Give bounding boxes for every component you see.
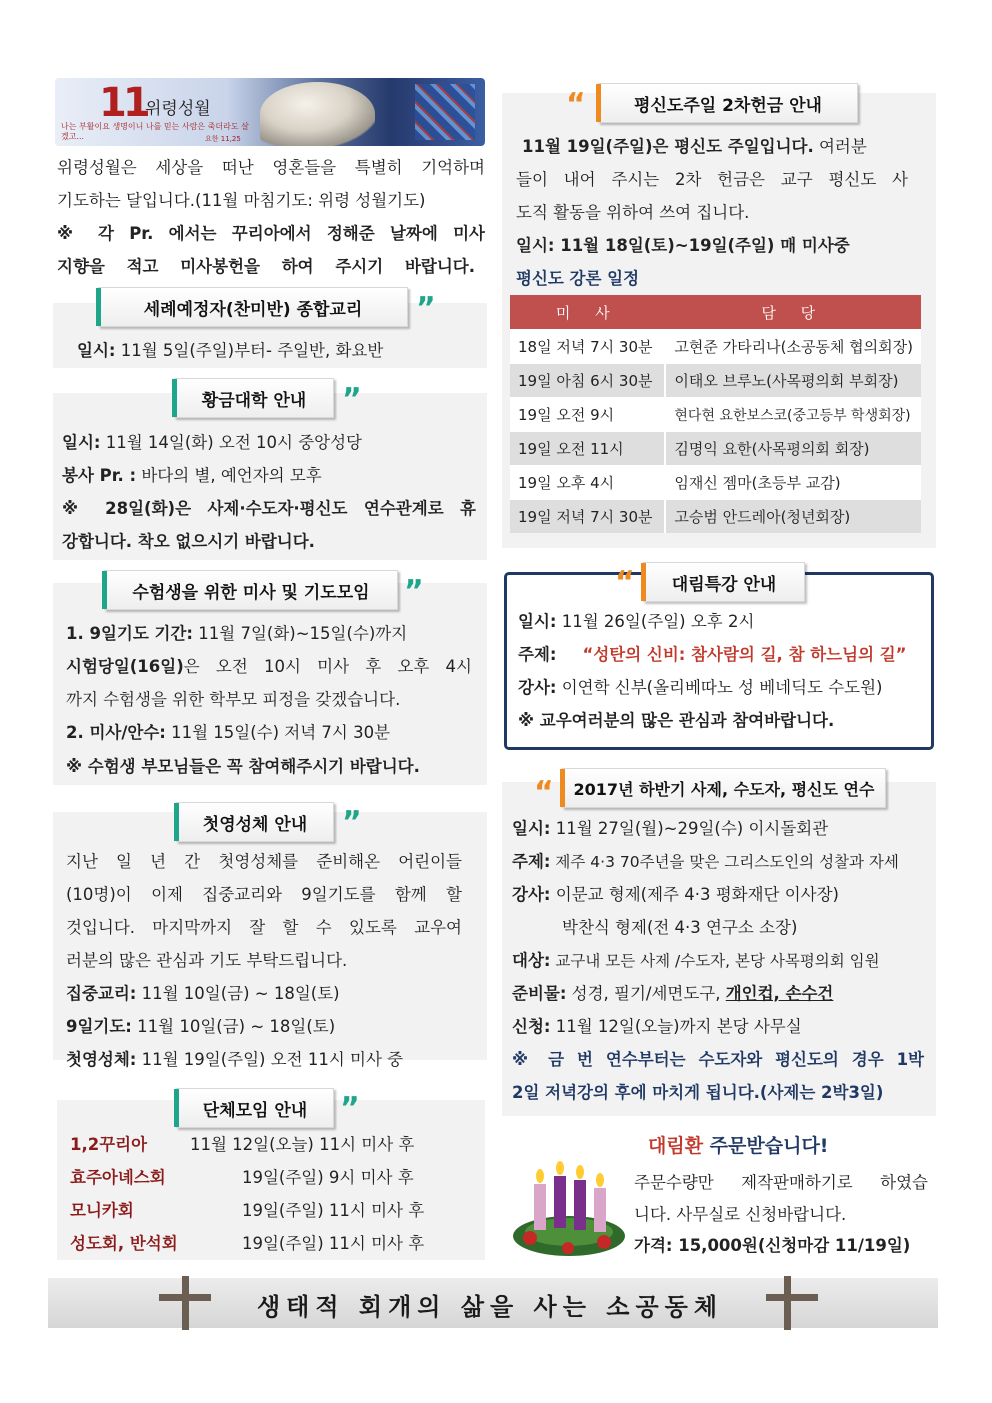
retreat-line7 bbox=[512, 1010, 802, 1043]
golden-line1 bbox=[62, 426, 362, 459]
pieta-figure bbox=[260, 82, 375, 146]
baptism-quote-icon: ” bbox=[416, 291, 436, 326]
communion-p3: 것입니다. 마지막까지 잘 할 수 있도록 교우여 bbox=[66, 918, 462, 937]
wreath-p2: 니다. 사무실로 신청바랍니다. bbox=[634, 1205, 847, 1224]
exam-l4-label: 2. 미사/안수: bbox=[66, 723, 166, 742]
table-header-speaker: 담 당 bbox=[665, 295, 921, 330]
stained-glass bbox=[415, 84, 475, 140]
golden-line3: ※ 28일(화)은 사제·수도자·평신도 연수관계로 휴 bbox=[62, 499, 476, 518]
footer-slogan: 생태적 회개의 삶을 사는 소공동체 bbox=[257, 1293, 723, 1321]
exam-l4-value: 11월 15일(수) 저녁 7시 30분 bbox=[165, 723, 391, 742]
baptism-label: 일시: bbox=[77, 341, 116, 360]
communion-r1 bbox=[66, 977, 340, 1010]
golden-title: 황금대학 안내 bbox=[174, 378, 334, 418]
communion-title: 첫영성체 안내 bbox=[176, 802, 334, 842]
retreat-line6 bbox=[512, 977, 833, 1010]
group-name: 모니카회 bbox=[70, 1201, 134, 1220]
group-when: 19일(주일) 11시 미사 후 bbox=[242, 1234, 425, 1253]
advent-line1 bbox=[518, 605, 754, 638]
communion-r2-label: 9일기도: bbox=[66, 1017, 132, 1036]
table-cell-speaker: 현다현 요한보스코(중고등부 학생회장) bbox=[665, 398, 921, 432]
banner-ref: 요한 11,25 bbox=[205, 135, 241, 143]
golden-l1-label: 일시: bbox=[62, 433, 101, 452]
advent-l1-value: 11월 26일(주일) 오후 2시 bbox=[556, 612, 755, 631]
table-cell-speaker: 고현준 가타리나(소공동체 협의회장) bbox=[665, 330, 921, 364]
communion-p2: (10명)이 이제 집중교리와 9일기도를 함께 할 bbox=[66, 885, 462, 904]
laity-quote-icon-left: “ bbox=[566, 87, 586, 122]
cross-icon-left bbox=[155, 1276, 215, 1330]
golden-line4: 강합니다. 착오 없으시기 바랍니다. bbox=[62, 532, 315, 551]
table-cell-speaker: 고승범 안드레아(청년회장) bbox=[665, 500, 921, 534]
exam-line2 bbox=[66, 650, 472, 683]
communion-r1-value: 11월 10일(금) ~ 18일(토) bbox=[136, 984, 340, 1003]
retreat-l2-label: 주제: bbox=[512, 852, 551, 871]
table-header-row bbox=[510, 295, 921, 330]
retreat-l1-label: 일시: bbox=[512, 819, 551, 838]
table-row bbox=[510, 466, 921, 500]
retreat-l1-value: 11월 27일(월)~29일(수) 이시돌회관 bbox=[550, 819, 829, 838]
table-row bbox=[510, 398, 921, 432]
advent-line3 bbox=[518, 671, 883, 704]
group-when: 11월 12일(오늘) 11시 미사 후 bbox=[190, 1135, 415, 1154]
golden-l2-label: 봉사 Pr. : bbox=[62, 466, 137, 485]
groups-title: 단체모임 안내 bbox=[176, 1088, 334, 1128]
table-header-mass: 미 사 bbox=[510, 295, 665, 330]
exam-line5: ※ 수험생 부모님들은 꼭 참여해주시기 바랍니다. bbox=[66, 757, 420, 776]
communion-r1-label: 집중교리: bbox=[66, 984, 137, 1003]
advent-line2 bbox=[518, 638, 907, 671]
retreat-line5 bbox=[512, 944, 880, 978]
banner-number: 11 bbox=[99, 80, 147, 126]
table-cell-mass: 18일 저녁 7시 30분 bbox=[510, 330, 665, 364]
laity-p2: 들이 내어 주시는 2차 헌금은 교구 평신도 사 bbox=[516, 170, 908, 189]
table-row bbox=[510, 330, 921, 364]
intro-line3: ※ 각 Pr. 에서는 꾸리아에서 정해준 날짜에 미사 bbox=[57, 224, 485, 243]
laity-p4: 일시: 11월 18일(토)~19일(주일) 매 미사중 bbox=[516, 236, 850, 255]
retreat-line4: 박찬식 형제(전 4·3 연구소 소장) bbox=[562, 918, 798, 937]
exam-quote-icon: ” bbox=[404, 574, 424, 609]
table-cell-speaker: 김명익 요한(사목평의회 회장) bbox=[665, 432, 921, 466]
laity-p1 bbox=[522, 130, 914, 163]
table-cell-mass: 19일 오전 11시 bbox=[510, 432, 665, 466]
intro-line2-text: 기도하는 달입니다.(11월 마침기도: 위령 성월기도) bbox=[57, 191, 426, 210]
advent-line4: ※ 교우여러분의 많은 관심과 참여바랍니다. bbox=[518, 711, 835, 730]
advent-wreath-icon bbox=[508, 1156, 630, 1262]
advent-l3-value: 이연학 신부(올리베따노 성 베네딕도 수도원) bbox=[556, 678, 883, 697]
intro-line2 bbox=[57, 184, 485, 217]
intro-line1: 위령성월은 세상을 떠난 영혼들을 특별히 기억하며 bbox=[57, 158, 485, 177]
banner-title: 위령성월 bbox=[145, 99, 211, 119]
table-row bbox=[510, 500, 921, 534]
communion-r3-label: 첫영성체: bbox=[66, 1050, 137, 1069]
retreat-title: 2017년 하반기 사제, 수도자, 평신도 연수 bbox=[562, 768, 886, 808]
wreath-p3: 가격: 15,000원(신청마감 11/19일) bbox=[634, 1236, 911, 1255]
exam-title: 수험생을 위한 미사 및 기도모임 bbox=[104, 570, 398, 610]
cross-icon-right bbox=[762, 1276, 822, 1330]
communion-quote-icon: ” bbox=[342, 805, 362, 840]
retreat-l6-emphasis: 개인컵, 손수건 bbox=[725, 984, 834, 1003]
laity-title: 평신도주일 2차헌금 안내 bbox=[598, 83, 858, 123]
advent-quote-icon-left: “ bbox=[615, 565, 635, 600]
baptism-title: 세례예정자(찬미반) 종합교리 bbox=[98, 287, 408, 327]
group-name: 성도회, 반석회 bbox=[70, 1234, 178, 1253]
homily-schedule-table bbox=[510, 295, 921, 533]
wreath-p1: 주문수량만 제작판매하기로 하였습 bbox=[634, 1173, 928, 1192]
advent-l1-label: 일시: bbox=[518, 612, 557, 631]
table-cell-mass: 19일 저녁 7시 30분 bbox=[510, 500, 665, 534]
intro-line4: 지향을 적고 미사봉헌을 하여 주시기 바랍니다. bbox=[57, 257, 475, 276]
exam-line3: 까지 수험생을 위한 학부모 피정을 갖겠습니다. bbox=[66, 690, 401, 709]
table-cell-mass: 19일 오전 9시 bbox=[510, 398, 665, 432]
retreat-line9: 2일 저녁강의 후에 마치게 됩니다.(사제는 2박3일) bbox=[512, 1083, 884, 1102]
exam-l1-label: 1. 9일기도 기간: bbox=[66, 624, 194, 643]
golden-line2 bbox=[62, 459, 322, 492]
retreat-l6-label: 준비물: bbox=[512, 984, 567, 1003]
table-cell-mass: 19일 오후 4시 bbox=[510, 466, 665, 500]
wreath-title bbox=[648, 1130, 828, 1163]
retreat-line1 bbox=[512, 812, 828, 845]
retreat-l5-label: 대상: bbox=[512, 951, 551, 970]
retreat-l3-label: 강사: bbox=[512, 885, 551, 904]
table-cell-speaker: 이태오 브루노(사목평의회 부회장) bbox=[665, 364, 921, 398]
advent-l2-label: 주제: bbox=[518, 645, 557, 664]
retreat-l6-value: 성경, 필기/세면도구, bbox=[566, 984, 726, 1003]
table-row bbox=[510, 364, 921, 398]
laity-p3: 도직 활동을 위하여 쓰여 집니다. bbox=[516, 203, 750, 222]
group-when: 19일(주일) 9시 미사 후 bbox=[242, 1168, 414, 1187]
table-cell-speaker: 임재신 젬마(초등부 교감) bbox=[665, 466, 921, 500]
retreat-l7-label: 신청: bbox=[512, 1017, 551, 1036]
group-name: 효주아녜스회 bbox=[70, 1168, 166, 1187]
retreat-quote-icon-left: “ bbox=[534, 775, 554, 810]
golden-quote-icon: ” bbox=[342, 382, 362, 417]
exam-l2-value: 은 오전 10시 미사 후 오후 4시 bbox=[183, 657, 472, 676]
banner-image bbox=[55, 78, 485, 146]
retreat-l2-value: 제주 4·3 70주년을 맞은 그리스도인의 성찰과 자세 bbox=[550, 853, 899, 871]
advent-l3-label: 강사: bbox=[518, 678, 557, 697]
banner-quote: 나는 부활이요 생명이니 나를 믿는 사람은 죽더라도 살겠고... bbox=[61, 122, 249, 141]
baptism-line bbox=[77, 334, 383, 367]
exam-l1-value: 11월 7일(화)~15일(수)까지 bbox=[193, 624, 408, 643]
retreat-l7-value: 11월 12일(오늘)까지 본당 사무실 bbox=[550, 1017, 802, 1036]
groups-quote-icon: ” bbox=[340, 1091, 360, 1126]
exam-line1 bbox=[66, 617, 407, 650]
laity-subtitle: 평신도 강론 일정 bbox=[516, 269, 640, 288]
table-row bbox=[510, 432, 921, 466]
golden-l2-value: 바다의 별, 예언자의 모후 bbox=[136, 466, 322, 485]
communion-p1: 지난 일 년 간 첫영성체를 준비해온 어린이들 bbox=[66, 852, 462, 871]
group-name: 1,2꾸리아 bbox=[70, 1135, 148, 1154]
laity-p1-bold: 11월 19일(주일)은 평신도 주일입니다. bbox=[522, 137, 814, 156]
exam-line4 bbox=[66, 716, 390, 749]
advent-lecture-title: 대림특강 안내 bbox=[643, 562, 805, 602]
retreat-line3 bbox=[512, 878, 839, 911]
wreath-title-a: 대림환 bbox=[648, 1135, 704, 1157]
communion-r2 bbox=[66, 1010, 335, 1043]
advent-l2-value: “성탄의 신비: 참사람의 길, 참 하느님의 길” bbox=[582, 645, 907, 664]
communion-r3-value: 11월 19일(주일) 오전 11시 미사 중 bbox=[136, 1050, 404, 1069]
wreath-title-b: 주문받습니다! bbox=[703, 1135, 829, 1157]
laity-p1-rest: 여러분 bbox=[813, 137, 867, 156]
retreat-l5-value: 교구내 모든 사제 /수도자, 본당 사목평의회 임원 bbox=[550, 952, 880, 970]
retreat-line2 bbox=[512, 845, 899, 879]
retreat-line8: ※ 금 번 연수부터는 수도자와 평신도의 경우 1박 bbox=[512, 1050, 924, 1069]
communion-r3 bbox=[66, 1043, 403, 1076]
table-cell-mass: 19일 아침 6시 30분 bbox=[510, 364, 665, 398]
golden-l1-value: 11월 14일(화) 오전 10시 중앙성당 bbox=[100, 433, 362, 452]
group-when: 19일(주일) 11시 미사 후 bbox=[242, 1201, 425, 1220]
communion-r2-value: 11월 10일(금) ~ 18일(토) bbox=[131, 1017, 336, 1036]
communion-p4: 러분의 많은 관심과 기도 부탁드립니다. bbox=[66, 951, 348, 970]
exam-l2-label: 시험당일(16일) bbox=[66, 657, 184, 676]
baptism-value: 11월 5일(주일)부터- 주일반, 화요반 bbox=[115, 341, 384, 360]
retreat-l3-value: 이문교 형제(제주 4·3 평화재단 이사장) bbox=[550, 885, 839, 904]
